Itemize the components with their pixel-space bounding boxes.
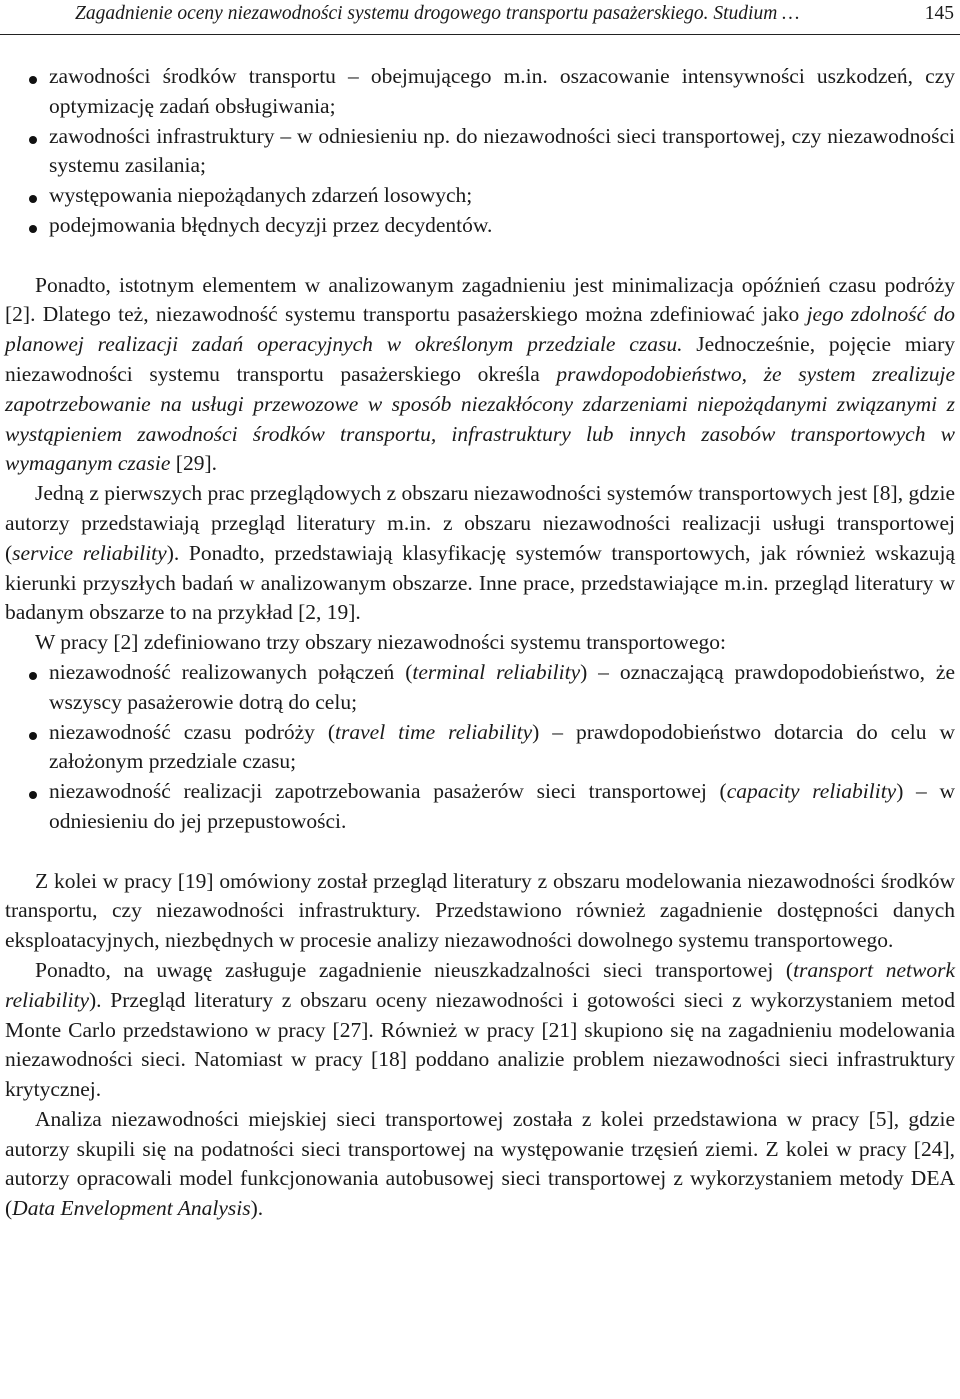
bullet-dot-icon: [29, 732, 37, 740]
list-item: niezawodność realizowanych połączeń (terminal reliability) – oznaczającą prawdopodobieństwo, że wszyscy pasażerowie dotrą do celu;: [5, 658, 955, 718]
page-number: 145: [924, 3, 954, 24]
paragraph-1: Ponadto, istotnym elementem w analizowanym zagadnieniu jest minimalizacja opóźnień czasu podróży [2]. Dlatego też, niezawodność systemu transportu pasażerskiego można zdefiniować jako jego zdolność do planowej realizacji zadań operacyjnych w określonym przedziale czasu. Jednocześnie, pojęcie miary niezawodności systemu transportu pasażerskiego określa prawdopodobieństwo, że system zrealizuje zapotrzebowanie na usługi przewozowe w sposób niezakłócony zdarzeniami niepożądanymi związanymi z wystąpieniem zawodności środków transportu, infrastruktury lub innych zasobów transportowych w wymaganym czasie [29].: [5, 272, 955, 476]
bullet-list-top: [5, 62, 955, 241]
bullet-dot-icon: [29, 76, 37, 84]
article-body: [5, 62, 955, 1224]
paragraph-4: Z kolei w pracy [19] omówiony został przegląd literatury z obszaru modelowania niezawodności środków transportu, czy niezawodności infrastruktury. Przedstawiono również zagadnienie dostępności danych eksploatacyjnych, niezbędnych w procesie analizy niezawodności dowolnego systemu transportowego.: [5, 868, 955, 953]
paragraph-5: Ponadto, na uwagę zasługuje zagadnienie nieuszkadzalności sieci transportowej (transport network reliability). Przegląd literatury z obszaru oceny niezawodności i gotowości sieci z wykorzystaniem metod Monte Carlo przedstawiono w pracy [27]. Również w pracy [21] skupiono się na zagadnieniu modelowania niezawodności sieci. Natomiast w pracy [18] poddano analizie problem niezawodności sieci infrastruktury krytycznej.: [5, 957, 955, 1102]
paragraph-6: Analiza niezawodności miejskiej sieci transportowej została z kolei przedstawiona w pracy [5], gdzie autorzy skupili się na podatności sieci transportowej na występowanie trzęsień ziemi. Z kolei w pracy [24], autorzy opracowali model funkcjonowania autobusowej sieci transportowej z wykorzystaniem metody DEA (Data Envelopment Analysis).: [5, 1106, 955, 1221]
running-header-title: Zagadnienie oceny niezawodności systemu drogowego transportu pasażerskiego. Studium …: [75, 3, 800, 24]
list-item: niezawodność realizacji zapotrzebowania pasażerów sieci transportowej (capacity reliability) – w odniesieniu do jej przepustowości.: [5, 777, 955, 837]
list-item: występowania niepożądanych zdarzeń losowych;: [5, 181, 955, 211]
list-item: zawodności infrastruktury – w odniesieniu np. do niezawodności sieci transportowej, czy niezawodności systemu zasilania;: [5, 122, 955, 182]
paragraph-3: W pracy [2] zdefiniowano trzy obszary niezawodności systemu transportowego:: [35, 630, 726, 655]
paragraph-2: Jedną z pierwszych prac przeglądowych z obszaru niezawodności systemów transportowych jest [8], gdzie autorzy przedstawiają przegląd literatury m.in. z obszaru niezawodności realizacji usługi transportowej (service reliability). Ponadto, przedstawiają klasyfikację systemów transportowych, jak również wskazują kierunki przyszłych badań w analizowanym obszarze. Inne prace, przedstawiające m.in. przegląd literatury w badanym obszarze to na przykład [2, 19].: [5, 481, 955, 625]
bullet-dot-icon: [29, 225, 37, 233]
list-item: zawodności środków transportu – obejmującego m.in. oszacowanie intensywności uszkodzeń, czy optymizację zadań obsługiwania;: [5, 62, 955, 122]
bullet-dot-icon: [29, 136, 37, 144]
list-item: niezawodność czasu podróży (travel time reliability) – prawdopodobieństwo dotarcia do celu w założonym przedziale czasu;: [5, 718, 955, 778]
bullet-dot-icon: [29, 195, 37, 203]
bullet-dot-icon: [29, 672, 37, 680]
list-item: podejmowania błędnych decyzji przez decydentów.: [5, 211, 955, 241]
running-header: [0, 0, 960, 35]
bullet-dot-icon: [29, 791, 37, 799]
bullet-list-reliability: [5, 658, 955, 837]
